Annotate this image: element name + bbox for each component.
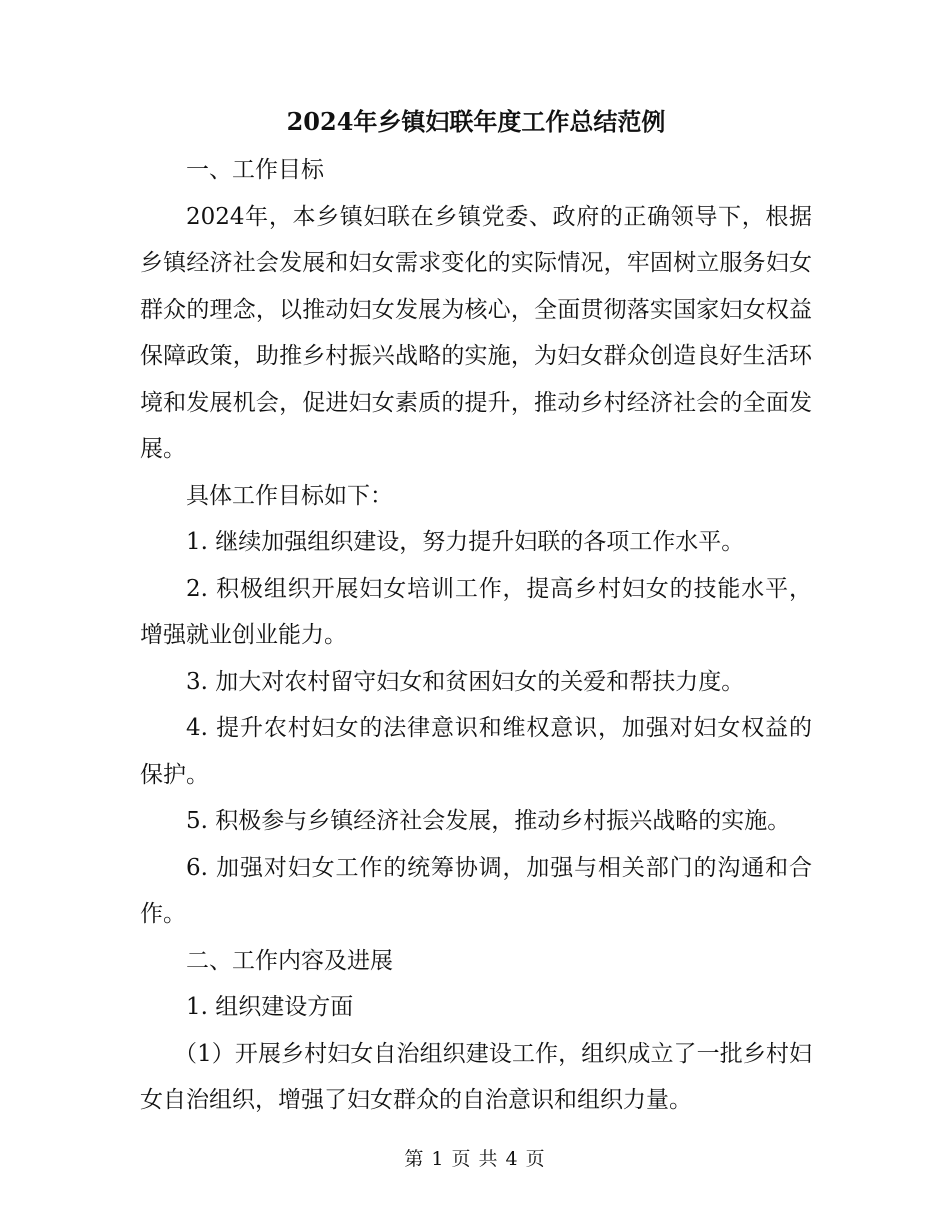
paragraph-intro: 2024年，本乡镇妇联在乡镇党委、政府的正确领导下，根据乡镇经济社会发展和妇女需求变化的实际情况，牢固树立服务妇女群众的理念，以推动妇女发展为核心，全面贯彻落实国家妇女权益保障政策，助推乡村振兴战略的实施，为妇女群众创造良好生活环境和发展机会，促进妇女素质的提升，推动乡村经济社会的全面发展。 bbox=[140, 203, 812, 462]
list-item-goal-3: 3. 加大对农村留守妇女和贫困妇女的关爱和帮扶力度。 bbox=[186, 668, 745, 695]
paragraph-goals-lead: 具体工作目标如下： bbox=[186, 482, 393, 509]
list-item-goal-4: 4. 提升农村妇女的法律意识和维权意识，加强对妇女权益的保护。 bbox=[140, 715, 812, 788]
page-number-footer: 第 1 页 共 4 页 bbox=[404, 1148, 546, 1170]
list-item-goal-5: 5. 积极参与乡镇经济社会发展，推动乡村振兴战略的实施。 bbox=[186, 808, 791, 834]
document-title: 2024年乡镇妇联年度工作总结范例 bbox=[286, 107, 666, 136]
list-item-goal-1: 1. 继续加强组织建设，努力提升妇联的各项工作水平。 bbox=[186, 529, 745, 555]
list-item-goal-2: 2. 积极组织开展妇女培训工作，提高乡村妇女的技能水平，增强就业创业能力。 bbox=[140, 575, 812, 648]
list-item-goal-6: 6. 加强对妇女工作的统筹协调，加强与相关部门的沟通和合作。 bbox=[140, 854, 812, 927]
document-body bbox=[140, 97, 812, 1124]
paragraph-organization-1: （1）开展乡村妇女自治组织建设工作，组织成立了一批乡村妇女自治组织，增强了妇女群众的自治意识和组织力量。 bbox=[140, 1040, 812, 1113]
section-heading-goals: 一、工作目标 bbox=[186, 157, 324, 183]
subsection-heading-organization: 1. 组织建设方面 bbox=[186, 994, 354, 1020]
section-heading-content: 二、工作内容及进展 bbox=[186, 947, 393, 974]
